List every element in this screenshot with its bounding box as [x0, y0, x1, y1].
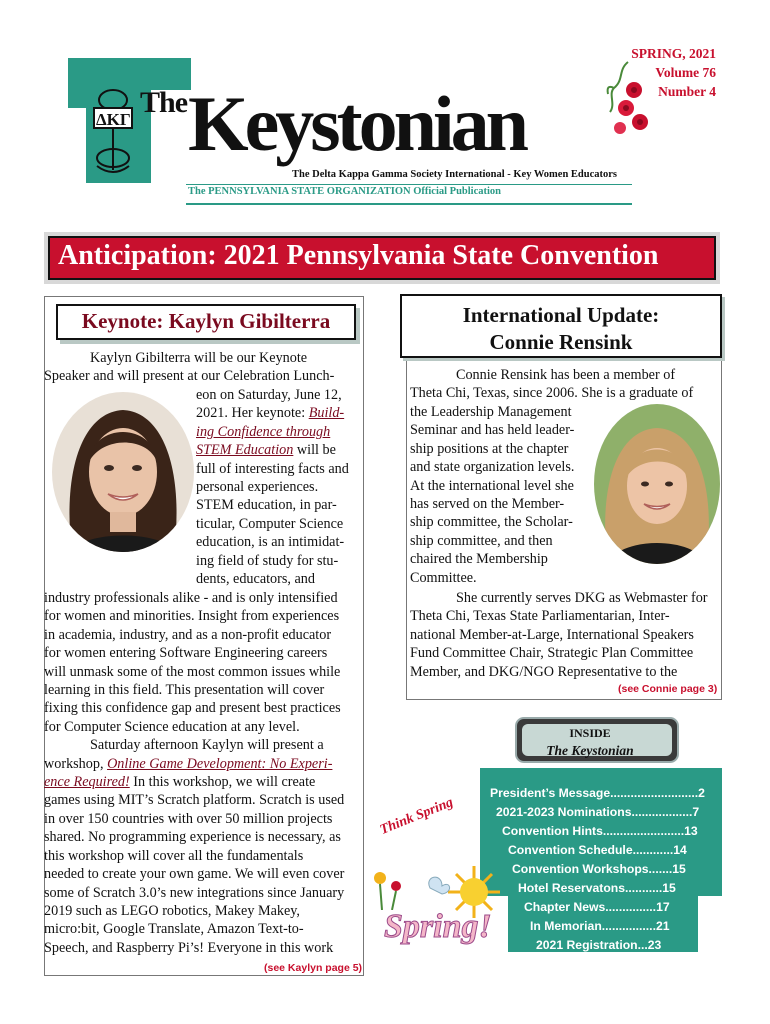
keynote-line: Speaker and will present at our Celebration Lunch-: [44, 368, 335, 385]
keynote-line: needed to create your own game. We will even cover: [44, 866, 345, 883]
issue-volume: Volume 76: [655, 65, 716, 80]
international-continued-link[interactable]: (see Connie page 3): [618, 683, 718, 695]
keynote-wrapped-text: [196, 386, 366, 588]
logo-greek-letters: ΔΚΓ: [96, 110, 131, 129]
international-intro: [410, 366, 720, 403]
keynote-line: for women and minorities. Insight from experiences: [44, 608, 340, 625]
international-heading: [400, 302, 722, 356]
international-line: ship committee, the Scholar-: [410, 514, 573, 531]
toc-item[interactable]: Chapter News...............17: [524, 900, 670, 914]
keynote-line-text: workshop,: [44, 755, 108, 772]
think-spring-text: Think Spring: [378, 794, 456, 838]
keynote-line: ticular, Computer Science: [196, 515, 344, 532]
keynote-heading: Keynote: Kaylyn Gibilterra: [81, 309, 331, 333]
international-line: At the international level she: [410, 477, 574, 494]
international-heading-line: Connie Rensink: [489, 330, 633, 354]
keynote-line: [196, 441, 366, 459]
international-line: ship positions at the chapter: [410, 440, 569, 457]
inside-label: INSIDE: [569, 726, 611, 740]
keynote-line: [196, 423, 366, 441]
keynote-body: [44, 589, 362, 957]
keynote-line: Kaylyn Gibilterra will be our Keynote: [90, 350, 308, 366]
masthead-title: Keystonian: [188, 80, 526, 167]
international-line: the Leadership Management: [410, 404, 572, 420]
keynote-line: [44, 755, 362, 773]
keynote-line: [196, 404, 366, 422]
keynote-intro: [44, 349, 362, 386]
keynote-title-link[interactable]: STEM Education: [196, 442, 294, 459]
kaylyn-photo: [52, 392, 194, 552]
keynote-line: shared. No programming experience is necessary, as: [44, 829, 341, 846]
keynote-line: learning in this field. This presentation will cover: [44, 682, 325, 699]
keynote-line: dents, educators, and: [196, 571, 315, 588]
toc-item[interactable]: In Memorian................21: [530, 919, 670, 933]
international-line: chaired the Membership: [410, 551, 548, 568]
keynote-line: 2019 such as LEGO robotics, Makey Makey,: [44, 902, 300, 919]
international-line: Theta Chi, Texas, since 2006. She is a graduate of: [410, 385, 694, 402]
keynote-line: will unmask some of the most common issues while: [44, 663, 341, 680]
international-line: Theta Chi, Texas State Parliamentarian, Inter-: [410, 608, 670, 625]
keynote-line: games using MIT’s Scratch platform. Scratch is used: [44, 792, 345, 809]
keynote-line: [44, 773, 362, 791]
issue-number: Number 4: [658, 84, 716, 99]
flower-illustration: [368, 866, 408, 910]
keynote-line-text: will be: [293, 442, 336, 459]
masthead-rule-bottom: [186, 203, 632, 205]
keynote-line: for women entering Software Engineering careers: [44, 645, 328, 662]
keynote-line: eon on Saturday, June 12,: [196, 387, 342, 403]
masthead-the: The: [140, 86, 188, 119]
toc-item[interactable]: Convention Schedule............14: [508, 843, 687, 857]
keynote-line: education, is an intimidat-: [196, 534, 345, 551]
keynote-line: this workshop will cover all the fundamentals: [44, 847, 304, 864]
headline-text: Anticipation: 2021 Pennsylvania State Convention: [58, 240, 659, 271]
keynote-continued-link[interactable]: (see Kaylyn page 5): [264, 962, 363, 974]
toc-item[interactable]: Convention Hints........................13: [502, 824, 698, 838]
keynote-line: full of interesting facts and: [196, 460, 349, 477]
international-line: national Member-at-Large, International Speakers: [410, 626, 694, 643]
keynote-line: some of Scratch 3.0’s new integrations since January: [44, 884, 345, 901]
roses-illustration: [604, 58, 654, 138]
keynote-line-text: 2021. Her keynote:: [196, 405, 309, 422]
spring-word-art: Spring!: [384, 908, 492, 945]
toc-item[interactable]: President’s Message..........................2: [490, 786, 705, 800]
international-line: Connie Rensink has been a member of: [456, 367, 676, 383]
keynote-line: Saturday afternoon Kaylyn will present a: [90, 737, 324, 754]
keynote-line: micro:bit, Google Translate, Amazon Text-to-: [44, 921, 304, 938]
keynote-title-link[interactable]: ing Confidence through: [196, 423, 331, 440]
international-line: Fund Committee Chair, Strategic Plan Committee: [410, 645, 694, 662]
international-line: Committee.: [410, 569, 477, 586]
inside-subtitle: The Keystonian: [546, 743, 634, 758]
keynote-line-text: In this workshop, we will create: [129, 774, 316, 791]
keynote-line: Speech, and Raspberry Pi’s! Everyone in this work: [44, 939, 334, 956]
keynote-line: personal experiences.: [196, 479, 319, 496]
issue-season: SPRING, 2021: [631, 46, 716, 61]
international-wrapped-text: [410, 403, 586, 587]
connie-photo: [594, 404, 720, 564]
masthead-rule: [186, 184, 632, 185]
masthead-subtitle: The Delta Kappa Gamma Society International - Key Women Educators: [292, 169, 618, 180]
international-line: ship committee, and then: [410, 532, 553, 549]
keynote-line: fixing this confidence gap and present best practices: [44, 700, 341, 717]
keynote-line: industry professionals alike - and is only intensified: [44, 590, 338, 606]
keynote-line: in academia, industry, and as a non-profit educator: [44, 626, 332, 643]
international-line: and state organization levels.: [410, 459, 575, 476]
workshop-title-link[interactable]: ence Required!: [44, 774, 130, 791]
toc-item[interactable]: Hotel Reservatons...........15: [518, 881, 676, 895]
keynote-line: STEM education, in par-: [196, 497, 337, 514]
keynote-line: ing field of study for stu-: [196, 552, 339, 569]
masthead-official: The PENNSYLVANIA STATE ORGANIZATION Official Publication: [188, 186, 502, 197]
toc-item[interactable]: 2021-2023 Nominations..................7: [496, 805, 700, 819]
international-line: She currently serves DKG as Webmaster for: [456, 590, 708, 606]
international-line: Member, and DKG/NGO Representative to the: [410, 663, 678, 680]
keynote-title-link[interactable]: Build-: [308, 405, 345, 422]
keynote-line: in over 150 countries with over 50 million projects: [44, 810, 333, 827]
international-line: Seminar and has held leader-: [410, 422, 575, 439]
toc-item[interactable]: Convention Workshops.......15: [512, 862, 686, 876]
international-heading-line: International Update:: [462, 303, 660, 327]
workshop-title-link[interactable]: Online Game Development: No Experi-: [107, 755, 333, 772]
keynote-line: for Computer Science education at any level.: [44, 718, 300, 735]
international-body: [410, 589, 720, 681]
international-line: has served on the Member-: [410, 496, 565, 513]
toc-item[interactable]: 2021 Registration...23: [536, 938, 662, 952]
